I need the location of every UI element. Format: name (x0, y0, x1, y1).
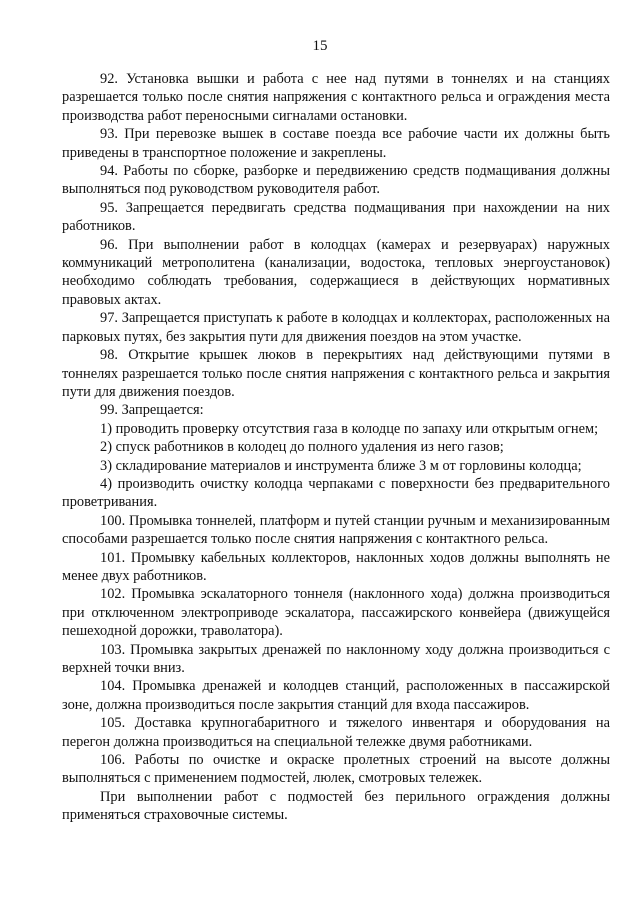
paragraph-100: 100. Промывка тоннелей, платформ и путей станции ручным и механизированным способами разрешается только после снятия напряжения с контактного рельса. (62, 512, 610, 548)
paragraph-94: 94. Работы по сборке, разборке и передвижению средств подмащивания должны выполняться под руководством руководителя работ. (62, 163, 610, 198)
paragraph-92: 92. Установка вышки и работа с нее над путями в тоннелях и на станциях разрешается только после снятия напряжения с контактного рельса и ограждения места производства работ переносными сигналами остановки. (62, 71, 610, 124)
list-item-2: 2) спуск работников в колодец до полного удаления из него газов; (100, 439, 504, 456)
paragraph-105: 105. Доставка крупногабаритного и тяжелого инвентаря и оборудования на перегон должна производиться на специальной тележке двумя работниками. (62, 715, 610, 750)
paragraph-95: 95. Запрещается передвигать средства подмащивания при нахождении на них работников. (62, 199, 610, 235)
paragraph-101: 101. Промывку кабельных коллекторов, наклонных ходов должны выполнять не менее двух работников. (62, 549, 610, 584)
paragraph-97: 97. Запрещается приступать к работе в колодцах и коллекторах, расположенных на парковых путях, без закрытия пути для движения поездов на этом участке. (62, 310, 610, 345)
paragraph-98: 98. Открытие крышек люков в перекрытиях над действующими путями в тоннелях разрешается только после снятия напряжения с контактного рельса и закрытия пути для движения поездов. (62, 347, 610, 400)
paragraph-104: 104. Промывка дренажей и колодцев станций, расположенных в пассажирской зоне, должна производиться после закрытия станций для входа пассажиров. (62, 678, 610, 713)
paragraph-106-continuation: При выполнении работ с подмостей без перильного ограждения должны применяться страховочные системы. (62, 788, 610, 824)
paragraph-106: 106. Работы по очистке и окраске пролетных строений на высоте должны выполняться с применением подмостей, люлек, смотровых тележек. (62, 752, 610, 787)
paragraph-93: 93. При перевозке вышек в составе поезда все рабочие части их должны быть приведены в транспортное положение и закреплены. (62, 126, 610, 161)
list-item-3: 3) складирование материалов и инструмента ближе 3 м от горловины колодца; (100, 457, 582, 474)
paragraph-96: 96. При выполнении работ в колодцах (камерах и резервуарах) наружных коммуникаций метрополитена (канализации, водостока, тепловых энергоустановок) необходимо соблюдать требования, содержащиеся в действующих нормативных правовых актах. (62, 236, 610, 308)
document-body (62, 70, 610, 825)
page-number: 15 (312, 38, 328, 54)
paragraph-102: 102. Промывка эскалаторного тоннеля (наклонного хода) должна производиться при отключенном электроприводе эскалатора, пассажирского конвейера (движущейся пешеходной дорожки, траволатора). (62, 586, 610, 640)
paragraph-99: 99. Запрещается: (100, 402, 204, 419)
paragraph-103: 103. Промывка закрытых дренажей по наклонному ходу должна производиться с верхней точки вниз. (62, 641, 610, 676)
list-item-1: 1) проводить проверку отсутствия газа в колодце по запаху или открытым огнем; (100, 420, 599, 437)
list-item-4: 4) производить очистку колодца черпаками с поверхности без предварительного проветривания. (62, 475, 610, 511)
